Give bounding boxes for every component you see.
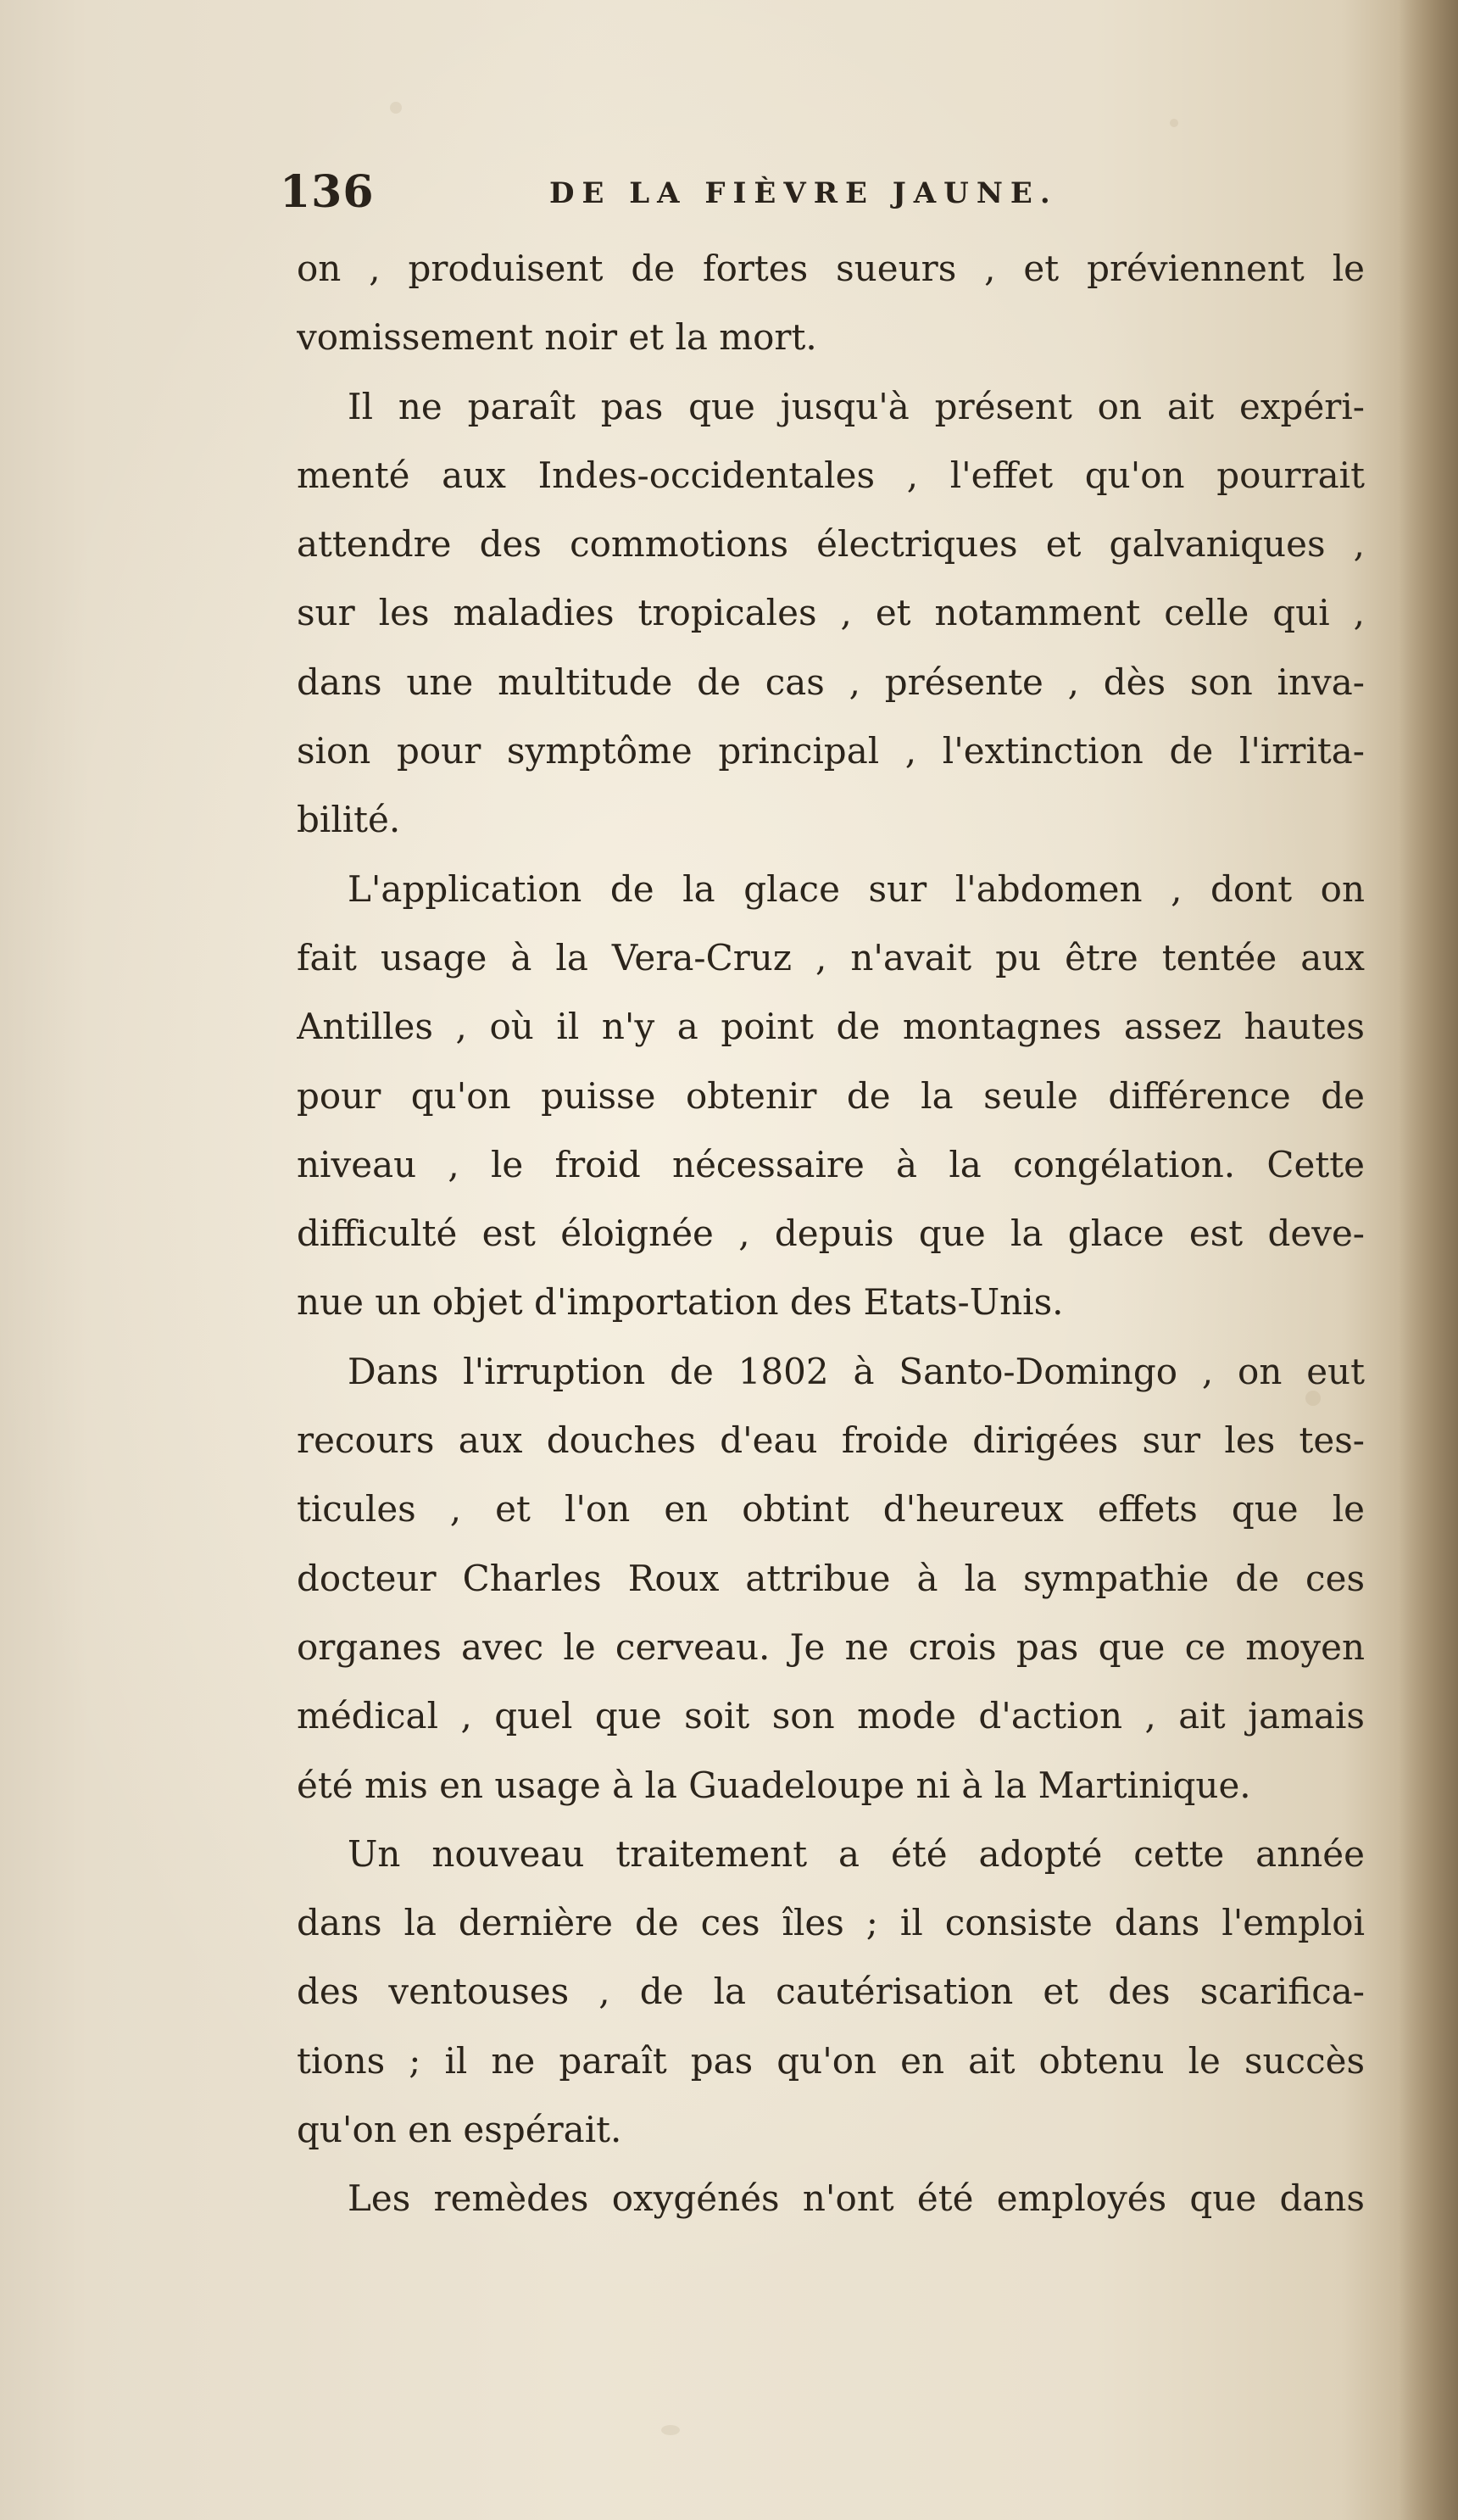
text-line: pour qu'on puisse obtenir de la seule différence de: [297, 1074, 1365, 1117]
text-line: Antilles , où il n'y a point de montagnes assez hautes: [297, 1006, 1365, 1048]
text-line: on , produisent de fortes sueurs , et préviennent le: [297, 248, 1365, 289]
text-line: sion pour symptôme principal , l'extinction de l'irrita-: [297, 730, 1365, 772]
paragraph-first-line: Il ne paraît pas que jusqu'à présent on ait expéri-: [348, 385, 1365, 427]
paragraph-first-line: Les remèdes oxygénés n'ont été employés que dans: [348, 2177, 1365, 2220]
text-line: bilité.: [297, 799, 401, 841]
text-line: vomissement noir et la mort.: [297, 316, 817, 359]
text-line: des ventouses , de la cautérisation et des scarifica-: [297, 1971, 1365, 2013]
text-line: organes avec le cerveau. Je ne crois pas que ce moyen: [297, 1625, 1365, 1668]
text-line: médical , quel que soit son mode d'action , ait jamais: [297, 1695, 1365, 1737]
paragraph-first-line: Dans l'irruption de 1802 à Santo-Domingo , on eut: [348, 1350, 1365, 1392]
paper-stain: [661, 2425, 680, 2435]
page-edge-shadow: [1399, 0, 1458, 2520]
text-line: dans une multitude de cas , présente , dès son inva-: [297, 661, 1365, 703]
text-line: été mis en usage à la Guadeloupe ni à la Martinique.: [297, 1764, 1251, 1806]
text-line: difficulté est éloignée , depuis que la glace est deve-: [297, 1213, 1365, 1255]
body-text: [297, 234, 1365, 2233]
page-number: 136: [280, 166, 375, 218]
running-title: DE LA FIÈVRE JAUNE.: [549, 176, 1058, 210]
running-header: [280, 166, 1382, 226]
paragraph-first-line: L'application de la glace sur l'abdomen , dont on: [348, 867, 1365, 910]
text-line: fait usage à la Vera-Cruz , n'avait pu être tentée aux: [297, 936, 1365, 978]
text-line: menté aux Indes-occidentales , l'effet qu'on pourrait: [297, 454, 1365, 496]
text-line: sur les maladies tropicales , et notamment celle qui ,: [297, 592, 1365, 634]
text-line: nue un objet d'importation des Etats-Unis.: [297, 1281, 1064, 1324]
text-line: attendre des commotions électriques et galvaniques ,: [297, 523, 1365, 566]
text-line: niveau , le froid nécessaire à la congélation. Cette: [297, 1143, 1365, 1185]
text-line: recours aux douches d'eau froide dirigées sur les tes-: [297, 1419, 1365, 1462]
text-line: qu'on en espérait.: [297, 2109, 622, 2151]
text-line: tions ; il ne paraît pas qu'on en ait obtenu le succès: [297, 2039, 1365, 2082]
paragraph-first-line: Un nouveau traitement a été adopté cette année: [348, 1832, 1365, 1875]
text-line: dans la dernière de ces îles ; il consiste dans l'emploi: [297, 1902, 1365, 1944]
paper-stain: [1170, 119, 1178, 127]
text-line: docteur Charles Roux attribue à la sympathie de ces: [297, 1557, 1365, 1599]
paper-stain: [390, 102, 402, 114]
text-line: ticules , et l'on en obtint d'heureux effets que le: [297, 1488, 1365, 1530]
